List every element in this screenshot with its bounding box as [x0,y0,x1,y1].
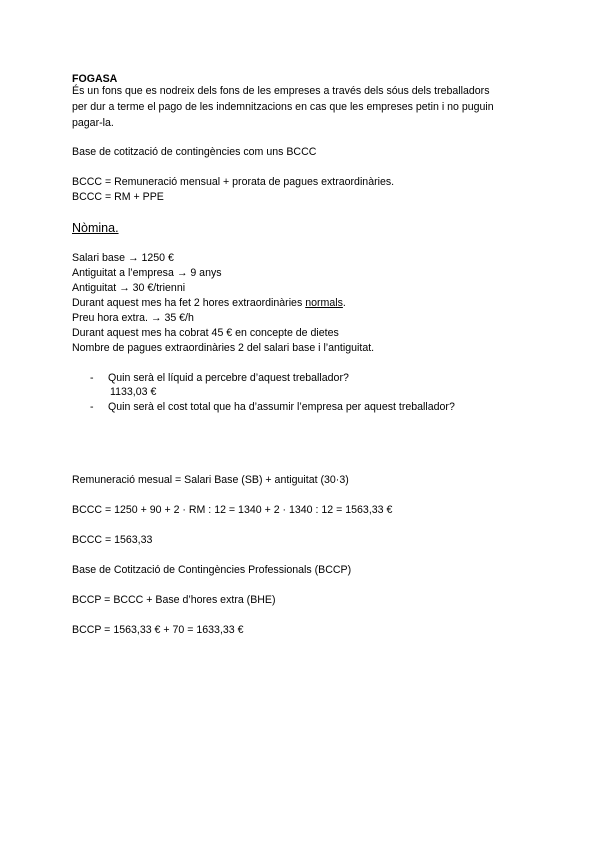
bccc-definition-2: BCCC = RM + PPE [72,191,164,203]
calc-bccp-intro: Base de Cotització de Contingències Professionals (BCCP) [72,564,352,576]
intro-line-2: per dur a terme el pago de les indemnitzacions en cas que les empreses petin i no puguin [72,101,494,113]
nomina-heading: Nòmina. [72,221,119,235]
fact-preu-hora: Preu hora extra. → 35 €/h [72,312,194,324]
intro-line-1: És un fons que es nodreix dels fons de les empreses a través dels sóus dels treballadors [72,85,490,97]
calc-bccc-result: BCCC = 1563,33 [72,534,153,546]
calc-bccp-result: BCCP = 1563,33 € + 70 = 1633,33 € [72,624,244,636]
bccc-definition-1: BCCC = Remuneració mensual + prorata de pagues extraordinàries. [72,176,395,188]
answer-1: 1133,03 € [110,386,157,398]
fact-period: . [342,297,346,309]
fact-pagues: Nombre de pagues extraordinàries 2 del salari base i l’antiguitat. [72,342,375,354]
fact-antiguitat-trienni: Antiguitat → 30 €/trienni [72,282,186,294]
fact-salari-base: Salari base → 1250 € [72,252,174,264]
question-2: Quin serà el cost total que ha d’assumir l’empresa per aquest treballador? [108,401,455,413]
calc-bccc-formula: BCCC = 1250 + 90 + 2 · RM : 12 = 1340 + 2 · 1340 : 12 = 1563,33 € [72,504,393,516]
fact-dietes: Durant aquest mes ha cobrat 45 € en concepte de dietes [72,327,339,339]
question-2-dash: - [90,401,94,413]
intro-line-3: pagar-la. [72,117,114,129]
fact-antiguitat-anys: Antiguitat a l’empresa → 9 anys [72,267,222,279]
bccc-intro: Base de cotització de contingències com uns BCCC [72,146,317,158]
calc-bccp-definition: BCCP = BCCC + Base d’hores extra (BHE) [72,594,276,606]
calc-remuneracio: Remuneració mesual = Salari Base (SB) + antiguitat (30·3) [72,474,349,486]
question-1: Quin serà el líquid a percebre d’aquest treballador? [108,372,349,384]
doc-title: FOGASA [72,73,118,85]
fact-hores-extra [72,296,346,311]
fact-normals-underlined: normals [305,297,343,309]
question-1-dash: - [90,372,94,384]
fact-hores-extra-text: Durant aquest mes ha fet 2 hores extraordinàries [72,297,303,309]
